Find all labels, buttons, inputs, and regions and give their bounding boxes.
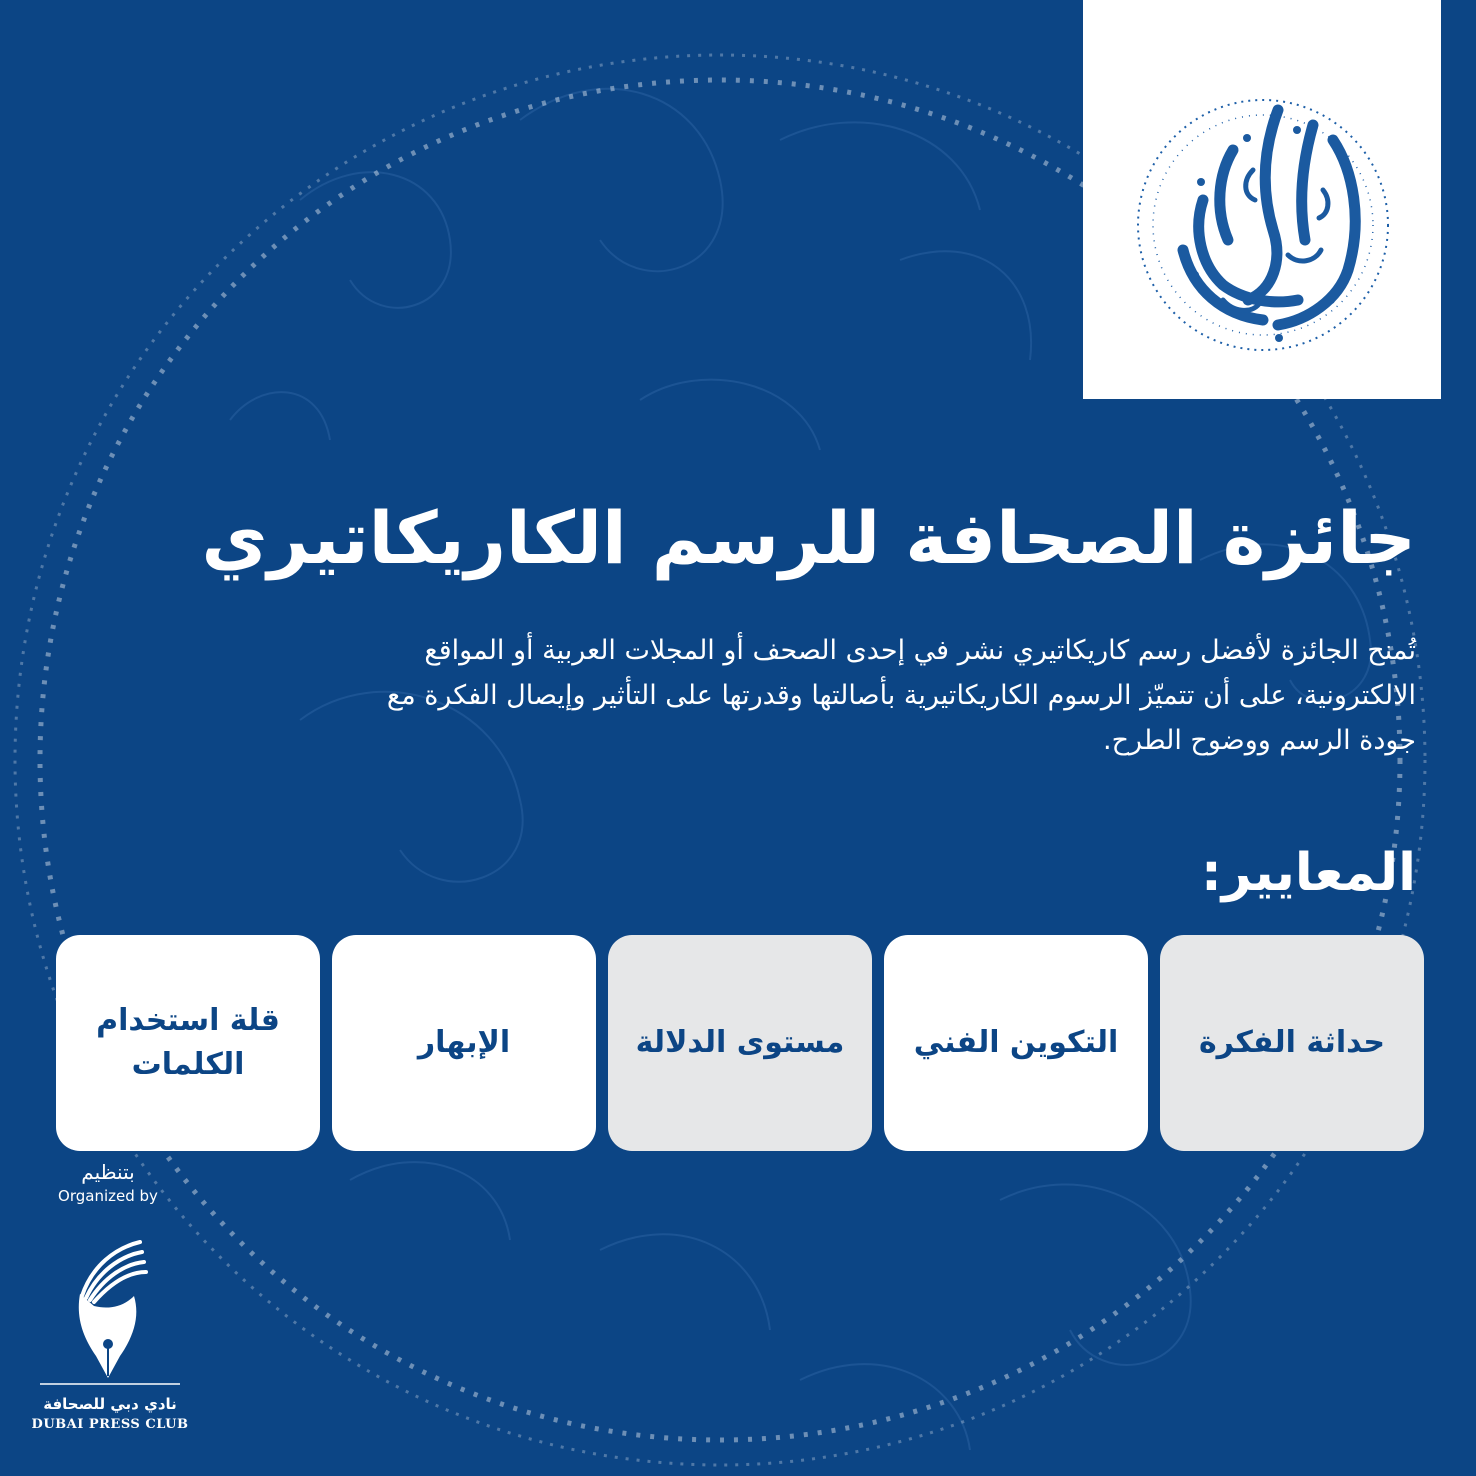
criteria-card (608, 935, 872, 1151)
criteria-card-label: التكوين الفني (913, 1025, 1119, 1060)
dubai-press-club-name-en: DUBAI PRESS CLUB (31, 1417, 189, 1432)
criteria-card-label: مستوى الدلالة (635, 1025, 845, 1060)
pen-nib-icon (30, 1236, 190, 1386)
criteria-card (884, 935, 1148, 1151)
criteria-heading: المعايير: (1201, 843, 1416, 903)
criteria-card (1160, 935, 1424, 1151)
criteria-card-label: قلة استخدام الكلمات (96, 1003, 280, 1082)
criteria-card (56, 935, 320, 1151)
award-logo (1083, 0, 1441, 399)
organized-by-label-en: Organized by (58, 1187, 158, 1205)
organized-by-label-ar: بتنظيم (81, 1160, 135, 1184)
page-title: جائزة الصحافة للرسم الكاريكاتيري (201, 496, 1416, 580)
calligraphy-seal-icon (1083, 0, 1441, 399)
criteria-card-label: الإبهار (417, 1025, 511, 1060)
dubai-press-club-name-ar: نادي دبي للصحافة (43, 1395, 177, 1413)
criteria-card (332, 935, 596, 1151)
award-description: تُمنح الجائزة لأفضل رسم كاريكاتيري نشر في إحدى الصحف أو المجلات العربية أو المواقع الالكترونية، على أن تتميّز الرسوم الكاريكاتيرية بأصالتها وقدرتها على التأثير وإيصال الفكرة مع جودة الرسم ووضوح الطرح. (386, 635, 1416, 756)
organized-by (38, 1158, 178, 1206)
criteria-list (56, 935, 1424, 1151)
dubai-press-club-logo (30, 1236, 190, 1446)
criteria-card-label: حداثة الفكرة (1198, 1025, 1386, 1060)
